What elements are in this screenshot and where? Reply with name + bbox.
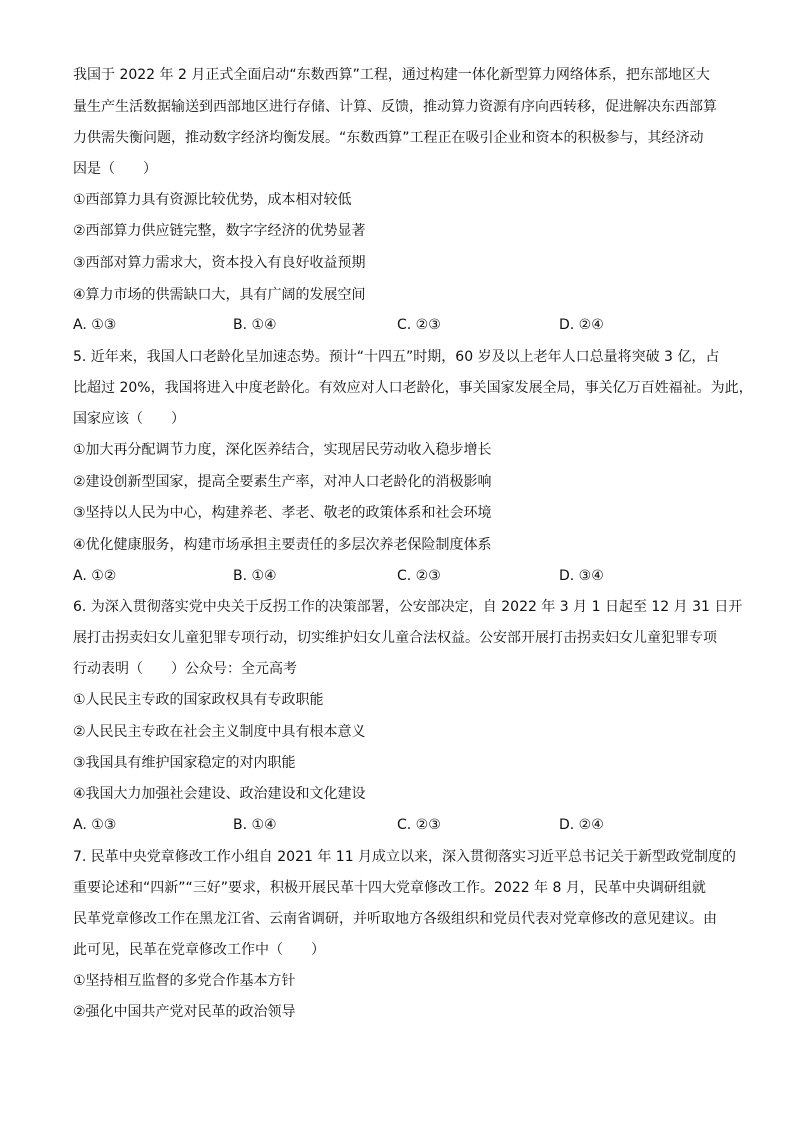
q6-stem-line-1: 6. 为深入贯彻落实党中央关于反拐工作的决策部署，公安部决定，自 2022 年 3 月 1 日起至 12 月 31 日开 bbox=[73, 599, 743, 615]
q7-stem-line-1: 7. 民革中央党章修改工作小组自 2021 年 11 月成立以来，深入贯彻落实习近平总书记关于新型政党制度的 bbox=[73, 849, 737, 865]
q5-stem-line-1: 5. 近年来，我国人口老龄化呈加速态势。预计“十四五”时期，60 岁及以上老年人口总量将突破 3 亿，占 bbox=[73, 349, 720, 365]
q7-item-2: ②强化中国共产党对民革的政治领导 bbox=[73, 1004, 296, 1020]
q7-item-1: ①坚持相互监督的多党合作基本方针 bbox=[73, 973, 296, 989]
q6-item-4: ④我国大力加强社会建设、政治建设和文化建设 bbox=[73, 786, 366, 802]
q6-item-3: ③我国具有维护国家稳定的对内职能 bbox=[73, 755, 296, 771]
q5-option-a[interactable]: A. ①② bbox=[73, 568, 117, 584]
q5-item-4: ④优化健康服务，构建市场承担主要责任的多层次养老保险制度体系 bbox=[73, 537, 492, 553]
q4-options bbox=[73, 315, 723, 335]
q6-option-d[interactable]: D. ②④ bbox=[559, 817, 604, 833]
q4-option-b[interactable]: B. ①④ bbox=[233, 317, 277, 333]
q6-options bbox=[73, 815, 723, 835]
q7-stem-line-3: 民革党章修改工作在黑龙江省、云南省调研，并听取地方各级组织和党员代表对党章修改的意见建议。由 bbox=[73, 911, 717, 927]
q4-option-a[interactable]: A. ①③ bbox=[73, 317, 117, 333]
q6-option-b[interactable]: B. ①④ bbox=[233, 817, 277, 833]
q7-stem-line-4: 此可见，民革在党章修改工作中（ ） bbox=[73, 942, 325, 958]
q5-item-1: ①加大再分配调节力度，深化医养结合，实现居民劳动收入稳步增长 bbox=[73, 442, 492, 458]
q4-stem-line-3: 力供需失衡问题，推动数字经济均衡发展。“东数西算”工程正在吸引企业和资本的积极参与，其经济动 bbox=[73, 130, 704, 146]
q5-item-2: ②建设创新型国家，提高全要素生产率，对冲人口老龄化的消极影响 bbox=[73, 474, 492, 490]
q4-stem-line-1: 我国于 2022 年 2 月正式全面启动“东数西算”工程，通过构建一体化新型算力网络体系，把东部地区大 bbox=[73, 67, 710, 83]
q6-item-2: ②人民民主专政在社会主义制度中具有根本意义 bbox=[73, 724, 366, 740]
q5-options bbox=[73, 566, 723, 586]
q4-option-d[interactable]: D. ②④ bbox=[559, 317, 604, 333]
q6-stem-line-2: 展打击拐卖妇女儿童犯罪专项行动，切实维护妇女儿童合法权益。公安部开展打击拐卖妇女儿童犯罪专项 bbox=[73, 630, 717, 646]
q5-option-c[interactable]: C. ②③ bbox=[397, 568, 441, 584]
q5-stem-line-3: 国家应该（ ） bbox=[73, 411, 185, 427]
q4-item-4: ④算力市场的供需缺口大，具有广阔的发展空间 bbox=[73, 287, 366, 303]
q4-stem-line-2: 量生产生活数据输送到西部地区进行存储、计算、反馈，推动算力资源有序向西转移，促进解决东西部算 bbox=[73, 99, 717, 115]
q6-option-c[interactable]: C. ②③ bbox=[397, 817, 441, 833]
q4-item-3: ③西部对算力需求大，资本投入有良好收益预期 bbox=[73, 255, 366, 271]
q5-item-3: ③坚持以人民为中心，构建养老、孝老、敬老的政策体系和社会环境 bbox=[73, 505, 492, 521]
q6-stem-line-3: 行动表明（ ）公众号：全元高考 bbox=[73, 661, 297, 677]
q5-option-b[interactable]: B. ①④ bbox=[233, 568, 277, 584]
q4-stem-line-4: 因是（ ） bbox=[73, 161, 157, 177]
q6-item-1: ①人民民主专政的国家政权具有专政职能 bbox=[73, 692, 324, 708]
q4-item-2: ②西部算力供应链完整，数字字经济的优势显著 bbox=[73, 223, 366, 239]
q4-item-1: ①西部算力具有资源比较优势，成本相对较低 bbox=[73, 192, 352, 208]
q5-option-d[interactable]: D. ③④ bbox=[559, 568, 604, 584]
q6-option-a[interactable]: A. ①③ bbox=[73, 817, 117, 833]
q4-option-c[interactable]: C. ②③ bbox=[397, 317, 441, 333]
q7-stem-line-2: 重要论述和“四新”“三好”要求，积极开展民革十四大党章修改工作。2022 年 8 月，民革中央调研组就 bbox=[73, 880, 706, 896]
q5-stem-line-2: 比超过 20%，我国将进入中度老龄化。有效应对人口老龄化，事关国家发展全局，事关亿万百姓福祉。为此， bbox=[73, 380, 753, 396]
